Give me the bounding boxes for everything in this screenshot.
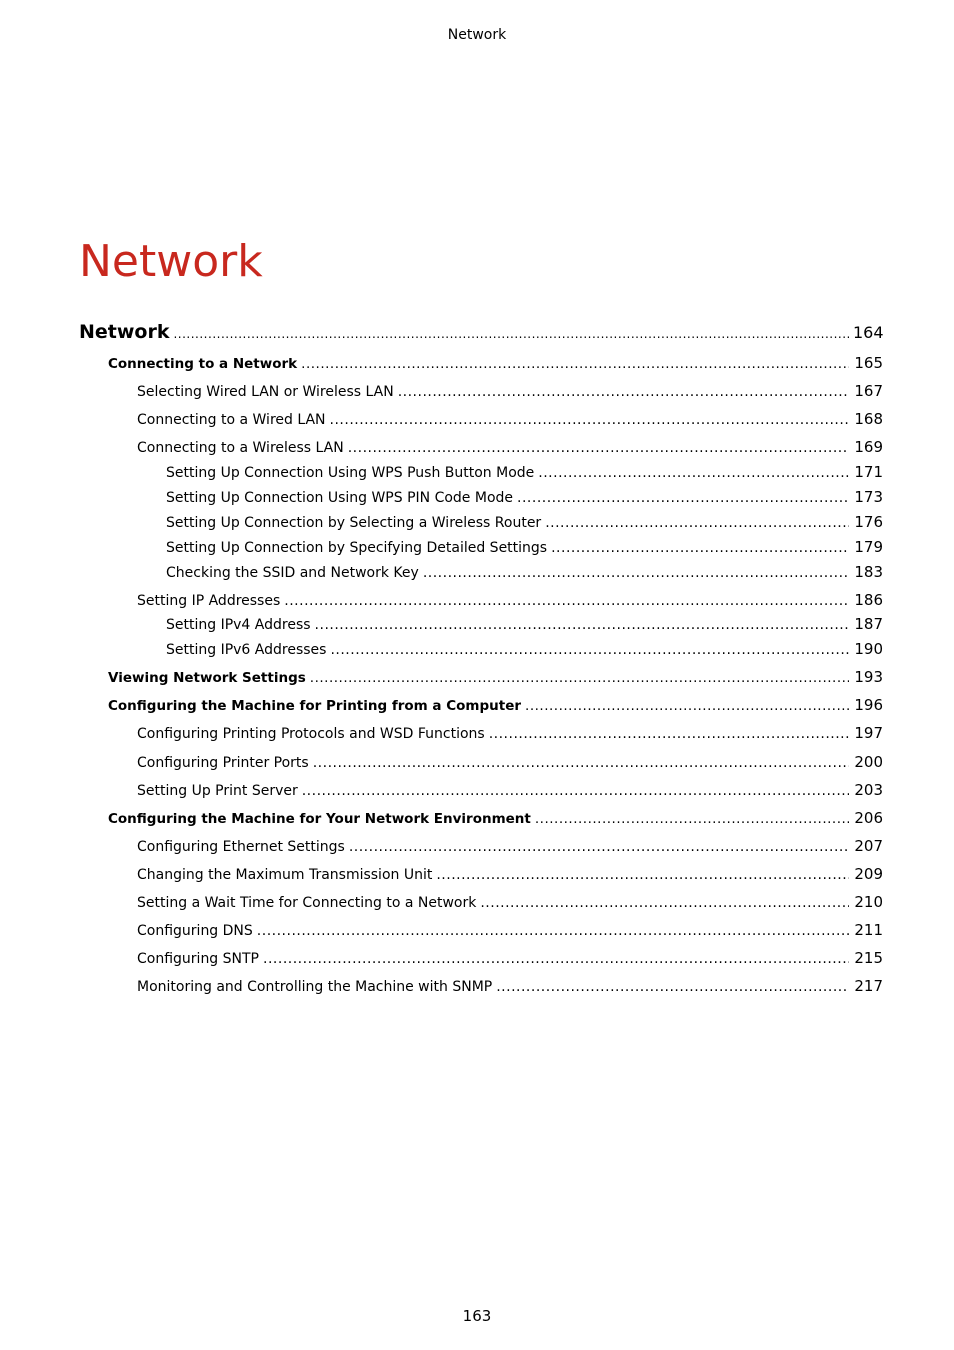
toc-entry-page: 207 xyxy=(854,837,883,855)
toc-entry-configuring-dns[interactable] xyxy=(137,921,883,939)
toc-entry-viewing-network-settings[interactable] xyxy=(108,668,883,686)
dot-leader xyxy=(301,356,849,372)
toc-entry-page: 168 xyxy=(854,410,883,428)
toc-entry-page: 179 xyxy=(854,538,883,556)
toc-entry-printing-from-computer[interactable] xyxy=(108,696,883,714)
toc-entry-ipv4-address[interactable] xyxy=(166,615,883,633)
dot-leader xyxy=(348,440,849,456)
toc-entry-page: 206 xyxy=(854,809,883,827)
toc-entry-label: Configuring the Machine for Your Network Environment xyxy=(108,811,531,827)
toc-entry-label: Connecting to a Network xyxy=(108,356,298,372)
toc-entry-page: 164 xyxy=(853,323,884,342)
toc-entry-label: Connecting to a Wireless LAN xyxy=(137,440,344,456)
dot-leader xyxy=(538,465,849,481)
toc-entry-setting-ip-addresses[interactable] xyxy=(137,591,883,609)
toc-entry-page: 210 xyxy=(854,893,883,911)
toc-entry-detailed-settings[interactable] xyxy=(166,538,883,556)
toc-entry-page: 203 xyxy=(854,781,883,799)
dot-leader xyxy=(173,327,849,341)
toc-entry-connecting-wired-lan[interactable] xyxy=(137,410,883,428)
dot-leader xyxy=(535,811,849,827)
toc-entry-page: 165 xyxy=(854,354,883,372)
toc-entry-page: 215 xyxy=(854,949,883,967)
dot-leader xyxy=(436,867,849,883)
toc-entry-ssid-network-key[interactable] xyxy=(166,563,883,581)
toc-entry-ipv6-addresses[interactable] xyxy=(166,640,883,658)
toc-entry-connecting-wireless-lan[interactable] xyxy=(137,438,883,456)
toc-entry-label: Setting a Wait Time for Connecting to a Network xyxy=(137,895,477,911)
toc-entry-printer-ports[interactable] xyxy=(137,753,883,771)
toc-entry-label: Setting Up Connection by Selecting a Wireless Router xyxy=(166,515,542,531)
page-number: 163 xyxy=(462,1307,492,1325)
toc-entry-wps-pin-code[interactable] xyxy=(166,488,883,506)
toc-entry-selecting-wired-or-wireless[interactable] xyxy=(137,382,883,400)
dot-leader xyxy=(423,565,849,581)
toc-entry-label: Configuring Printing Protocols and WSD Functions xyxy=(137,726,485,742)
toc-entry-label: Connecting to a Wired LAN xyxy=(137,412,326,428)
toc-entry-page: 187 xyxy=(854,615,883,633)
toc-entry-page: 171 xyxy=(854,463,883,481)
dot-leader xyxy=(330,642,849,658)
running-header: Network xyxy=(447,27,507,43)
toc-entry-page: 190 xyxy=(854,640,883,658)
toc-entry-page: 197 xyxy=(854,724,883,742)
dot-leader xyxy=(284,593,849,609)
toc-entry-wait-time[interactable] xyxy=(137,893,883,911)
toc-entry-page: 200 xyxy=(854,753,883,771)
toc-entry-label: Configuring Printer Ports xyxy=(137,755,309,771)
toc-entry-page: 193 xyxy=(854,668,883,686)
toc-entry-label: Configuring SNTP xyxy=(137,951,260,967)
toc-entry-network[interactable] xyxy=(79,321,883,343)
toc-entry-label: Setting Up Connection Using WPS PIN Code Mode xyxy=(166,490,514,506)
dot-leader xyxy=(263,951,849,967)
toc-entry-page: 167 xyxy=(854,382,883,400)
toc-entry-ethernet-settings[interactable] xyxy=(137,837,883,855)
toc-entry-label: Configuring DNS xyxy=(137,923,253,939)
toc-entry-label: Setting IPv6 Addresses xyxy=(166,642,327,658)
toc-entry-max-transmission-unit[interactable] xyxy=(137,865,883,883)
dot-leader xyxy=(489,726,849,742)
toc-entry-selecting-wireless-router[interactable] xyxy=(166,513,883,531)
dot-leader xyxy=(313,755,849,771)
toc-entry-label: Monitoring and Controlling the Machine with SNMP xyxy=(137,979,493,995)
toc-entry-label: Viewing Network Settings xyxy=(108,670,306,686)
toc-entry-page: 196 xyxy=(854,696,883,714)
toc-entry-page: 183 xyxy=(854,563,883,581)
dot-leader xyxy=(310,670,849,686)
toc-entry-print-server[interactable] xyxy=(137,781,883,799)
dot-leader xyxy=(496,979,849,995)
toc-entry-label: Configuring the Machine for Printing from a Computer xyxy=(108,698,522,714)
toc-entry-connecting-to-a-network[interactable] xyxy=(108,354,883,372)
toc-entry-label: Network xyxy=(79,321,170,343)
toc-entry-label: Setting Up Connection by Specifying Detailed Settings xyxy=(166,540,548,556)
toc-entry-configuring-sntp[interactable] xyxy=(137,949,883,967)
toc-entry-label: Setting IPv4 Address xyxy=(166,617,311,633)
toc-entry-page: 186 xyxy=(854,591,883,609)
toc-entry-label: Setting Up Print Server xyxy=(137,783,298,799)
toc-entry-page: 169 xyxy=(854,438,883,456)
toc-entry-page: 211 xyxy=(854,921,883,939)
dot-leader xyxy=(525,698,849,714)
toc-entry-label: Changing the Maximum Transmission Unit xyxy=(137,867,433,883)
toc-entry-network-environment[interactable] xyxy=(108,809,883,827)
dot-leader xyxy=(315,617,849,633)
toc-entry-page: 209 xyxy=(854,865,883,883)
dot-leader xyxy=(398,384,849,400)
toc-entry-label: Setting Up Connection Using WPS Push Button Mode xyxy=(166,465,535,481)
toc-entry-printing-protocols-wsd[interactable] xyxy=(137,724,883,742)
dot-leader xyxy=(551,540,849,556)
dot-leader xyxy=(330,412,849,428)
toc-entry-label: Selecting Wired LAN or Wireless LAN xyxy=(137,384,394,400)
dot-leader xyxy=(349,839,849,855)
toc-entry-wps-push-button[interactable] xyxy=(166,463,883,481)
dot-leader xyxy=(517,490,849,506)
dot-leader xyxy=(302,783,849,799)
toc-entry-label: Setting IP Addresses xyxy=(137,593,281,609)
toc-entry-page: 173 xyxy=(854,488,883,506)
dot-leader xyxy=(545,515,849,531)
dot-leader xyxy=(480,895,849,911)
toc-entry-label: Checking the SSID and Network Key xyxy=(166,565,419,581)
toc-entry-page: 217 xyxy=(854,977,883,995)
toc-entry-label: Configuring Ethernet Settings xyxy=(137,839,345,855)
toc-entry-snmp[interactable] xyxy=(137,977,883,995)
toc-entry-page: 176 xyxy=(854,513,883,531)
dot-leader xyxy=(257,923,849,939)
chapter-title: Network xyxy=(79,236,263,287)
